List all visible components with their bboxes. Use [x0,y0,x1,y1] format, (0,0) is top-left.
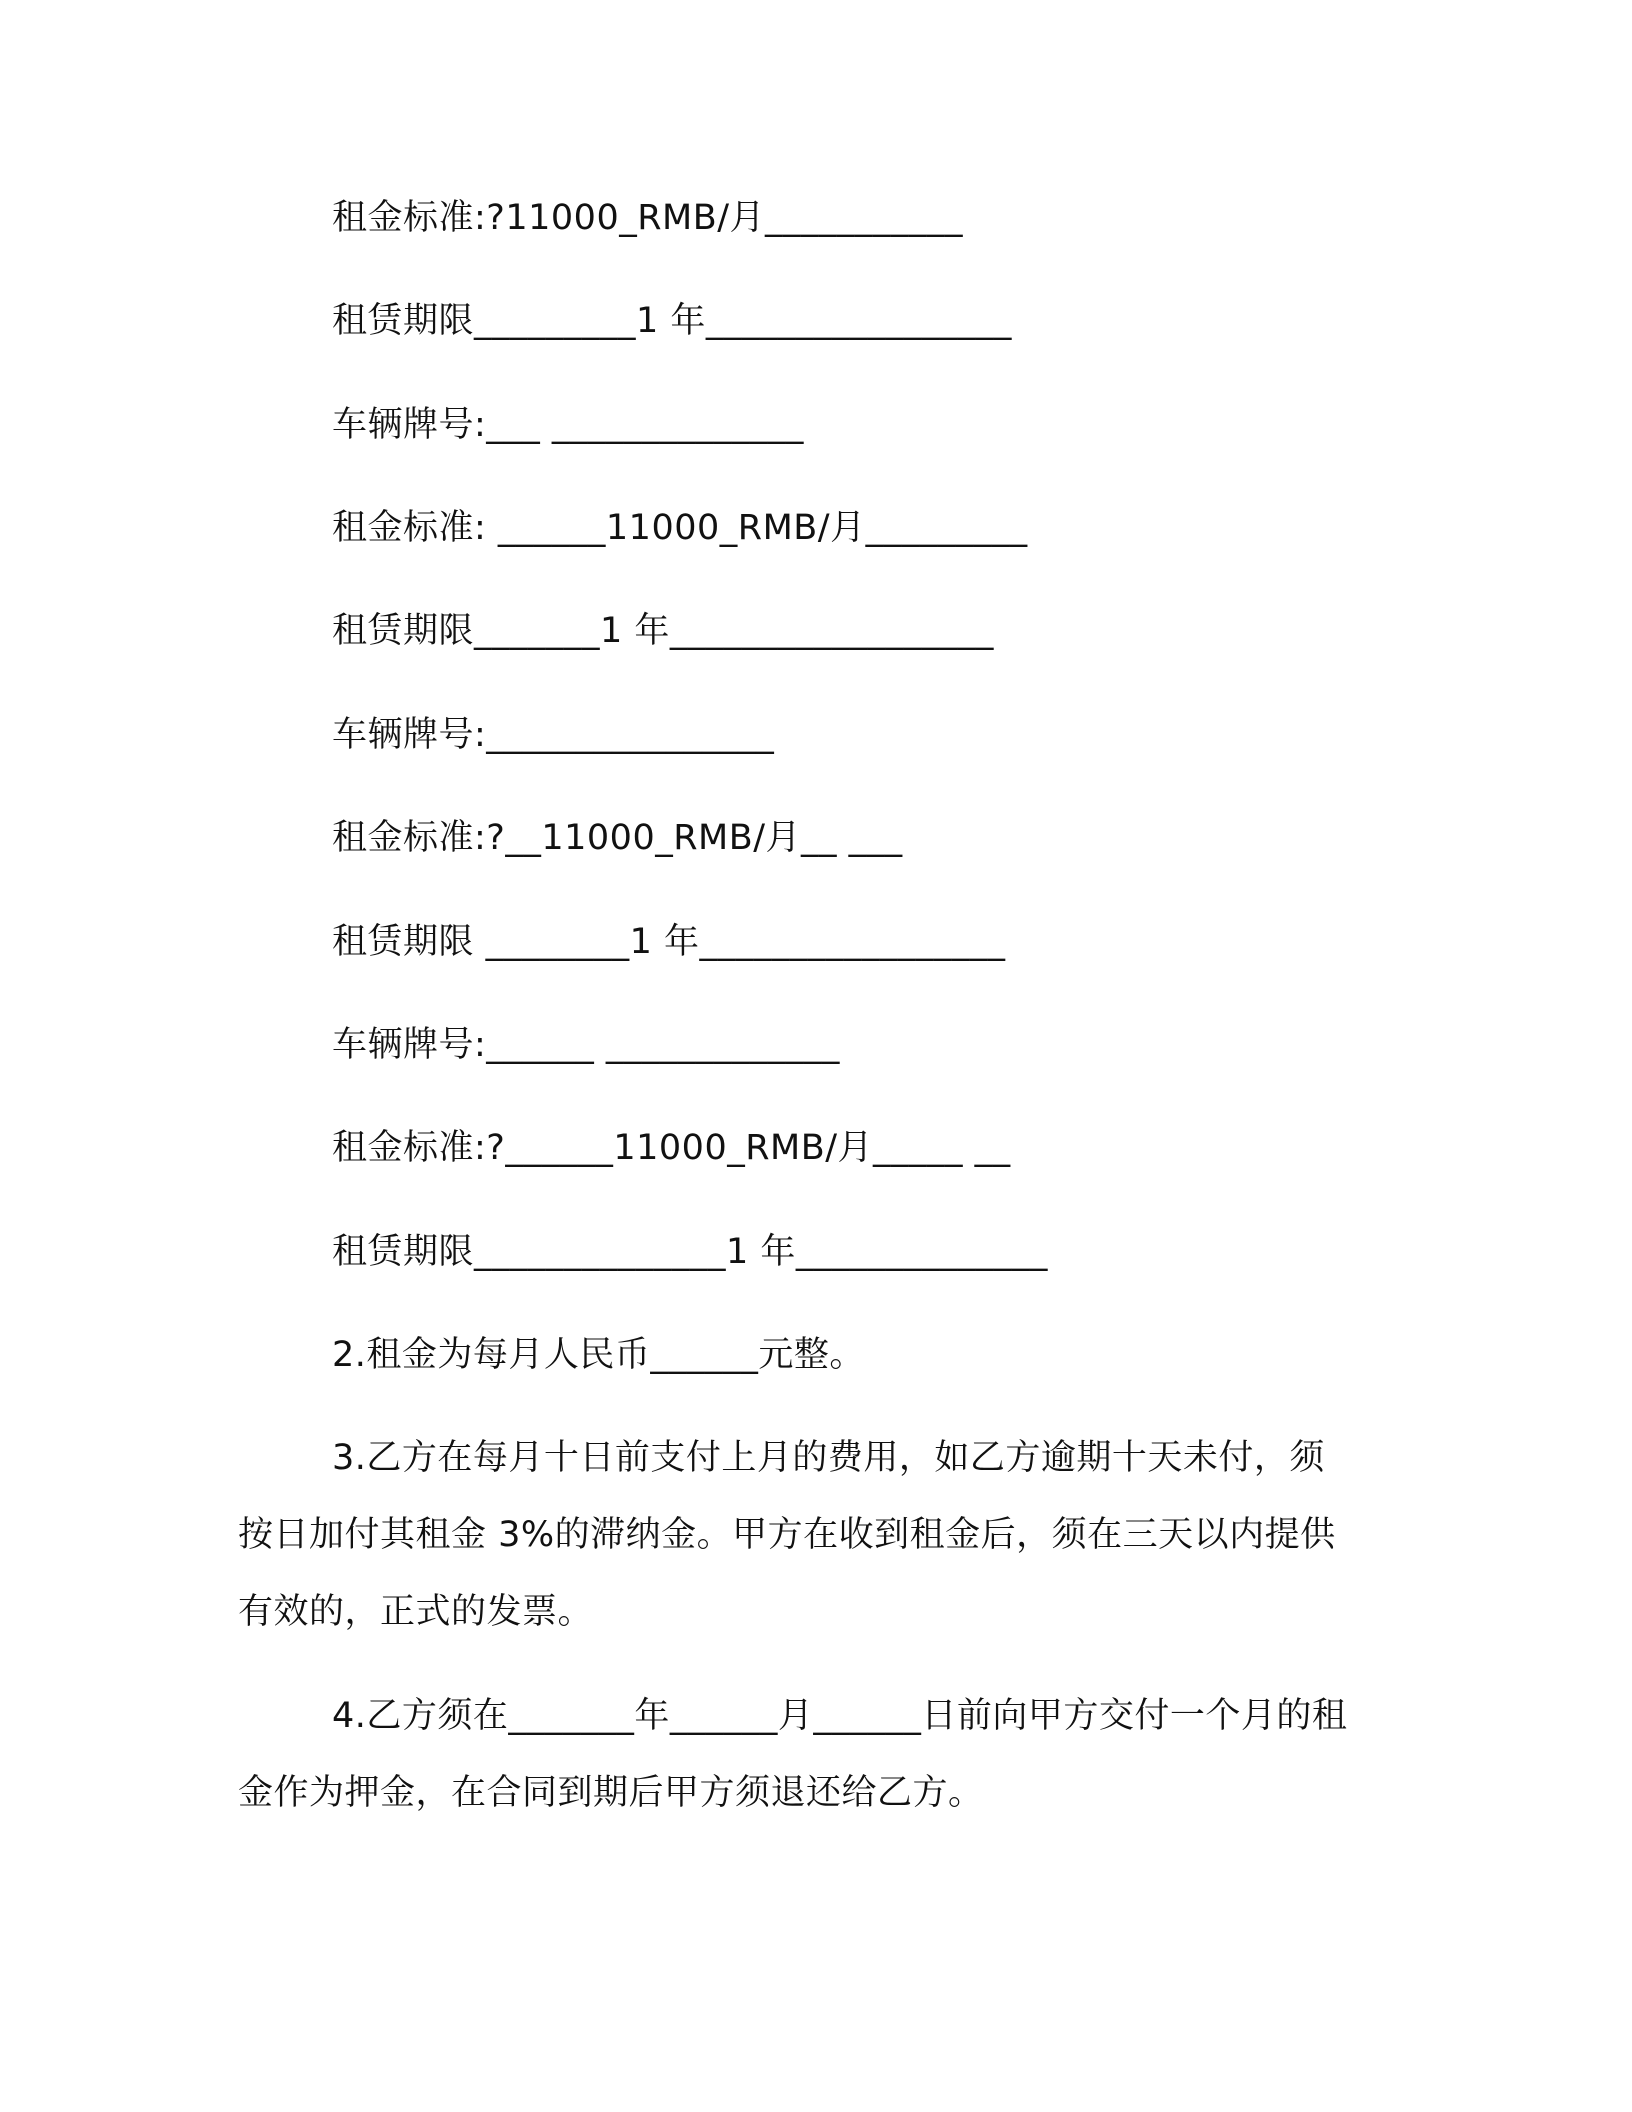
clause-3-line-3: 有效的，正式的发票。 [238,1592,594,1632]
clause-2: 2.租金为每月人民币______元整。 [332,1335,865,1375]
plate-number-field: 车辆牌号:___ ______________ [332,405,804,445]
rent-standard-field: 租金标准:?______11000_RMB/月_____ __ [332,1128,1011,1168]
plate-number-field: 车辆牌号:________________ [332,715,775,755]
clause-3-line-2: 按日加付其租金 3%的滞纳金。甲方在收到租金后，须在三天以内提供 [238,1515,1336,1555]
plate-number-field: 车辆牌号:______ _____________ [332,1025,840,1065]
rent-standard-field: 租金标准:?11000_RMB/月___________ [332,198,964,238]
rent-standard-field: 租金标准: ______11000_RMB/月_________ [332,508,1028,548]
lease-term-field: 租赁期限 ________1 年_________________ [332,922,1006,962]
clause-3-line-1: 3.乙方在每月十日前支付上月的费用，如乙方逾期十天未付，须 [332,1438,1325,1478]
rent-standard-field: 租金标准:?__11000_RMB/月__ ___ [332,818,903,858]
lease-term-field: 租赁期限_________1 年_________________ [332,301,1012,341]
clause-4-line-1: 4.乙方须在_______年______月______日前向甲方交付一个月的租 [332,1696,1348,1736]
clause-4-line-2: 金作为押金，在合同到期后甲方须退还给乙方。 [238,1773,984,1813]
lease-term-field: 租赁期限_______1 年__________________ [332,611,994,651]
lease-term-field: 租赁期限______________1 年______________ [332,1232,1048,1272]
